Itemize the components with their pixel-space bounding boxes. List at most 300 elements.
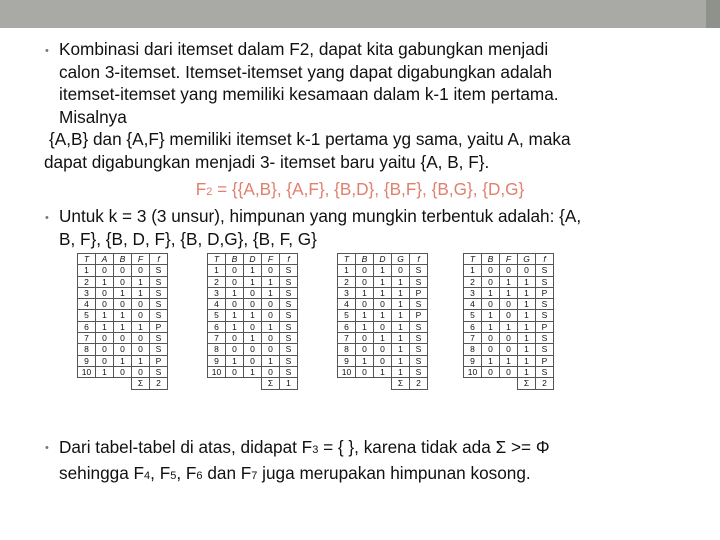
table-cell: 0 bbox=[482, 265, 500, 276]
table-cell: 0 bbox=[262, 299, 280, 310]
table-cell: S bbox=[536, 299, 554, 310]
table-empty-cell bbox=[96, 378, 114, 389]
table-empty-cell bbox=[226, 378, 244, 389]
table-header-cell: B bbox=[356, 254, 374, 265]
table-header-cell: f bbox=[280, 254, 298, 265]
table-header-cell: F bbox=[132, 254, 150, 265]
table-cell: 1 bbox=[96, 310, 114, 321]
table-header-row bbox=[338, 254, 428, 265]
table-row bbox=[464, 287, 554, 298]
table-cell: S bbox=[410, 321, 428, 332]
itemset-table-1 bbox=[77, 253, 168, 390]
subscript: 6 bbox=[196, 469, 203, 482]
table-cell: 0 bbox=[114, 366, 132, 377]
table-sum-row bbox=[78, 378, 168, 389]
table-cell: 0 bbox=[518, 265, 536, 276]
table-header-cell: A bbox=[96, 254, 114, 265]
table-cell: 1 bbox=[500, 321, 518, 332]
top-bar-accent bbox=[706, 0, 720, 28]
table-header-cell: G bbox=[518, 254, 536, 265]
sum-value-cell: 2 bbox=[150, 378, 168, 389]
table-cell: S bbox=[280, 265, 298, 276]
sum-value-cell: 2 bbox=[536, 378, 554, 389]
table-cell: 0 bbox=[500, 299, 518, 310]
table-cell: 1 bbox=[518, 287, 536, 298]
table-cell: 1 bbox=[132, 276, 150, 287]
table-cell: 0 bbox=[500, 344, 518, 355]
table-header-cell: F bbox=[262, 254, 280, 265]
table-header-cell: B bbox=[226, 254, 244, 265]
table-cell: 0 bbox=[132, 299, 150, 310]
table-cell: 1 bbox=[208, 265, 226, 276]
table-header-cell: T bbox=[208, 254, 226, 265]
table-cell: 0 bbox=[132, 265, 150, 276]
table-cell: 1 bbox=[392, 299, 410, 310]
sum-symbol-cell: Σ bbox=[262, 378, 280, 389]
table-cell: S bbox=[410, 355, 428, 366]
table-cell: 1 bbox=[114, 310, 132, 321]
table-cell: 1 bbox=[244, 333, 262, 344]
table-cell: 0 bbox=[114, 265, 132, 276]
table-row bbox=[208, 276, 298, 287]
table-cell: 1 bbox=[500, 287, 518, 298]
table-cell: 3 bbox=[208, 287, 226, 298]
table-cell: 1 bbox=[356, 355, 374, 366]
table-cell: 5 bbox=[464, 310, 482, 321]
table-empty-cell bbox=[464, 378, 482, 389]
table-cell: 1 bbox=[244, 366, 262, 377]
table-cell: S bbox=[280, 333, 298, 344]
table-header-cell: T bbox=[78, 254, 96, 265]
table-cell: 1 bbox=[96, 276, 114, 287]
table-cell: S bbox=[280, 276, 298, 287]
table-row bbox=[338, 265, 428, 276]
table-row bbox=[338, 344, 428, 355]
text-span: = { }, karena tidak ada Σ >= Φ bbox=[318, 437, 550, 457]
text-span: sehingga F bbox=[59, 462, 145, 483]
table-cell: 1 bbox=[482, 310, 500, 321]
text-span: , F bbox=[150, 462, 171, 483]
table-cell: S bbox=[536, 265, 554, 276]
table-cell: 1 bbox=[226, 310, 244, 321]
paragraph-conclusion bbox=[59, 436, 550, 487]
text-line: Untuk k = 3 (3 unsur), himpunan yang mungkin terbentuk adalah: {A, bbox=[59, 206, 582, 226]
table-cell: 1 bbox=[374, 287, 392, 298]
table-cell: 0 bbox=[132, 310, 150, 321]
text-line bbox=[59, 436, 550, 462]
table-cell: 0 bbox=[226, 366, 244, 377]
subscript: 3 bbox=[312, 444, 319, 456]
table-cell: 1 bbox=[518, 344, 536, 355]
table-cell: 1 bbox=[392, 287, 410, 298]
table-header-cell: f bbox=[410, 254, 428, 265]
table-cell: S bbox=[410, 344, 428, 355]
table-cell: 0 bbox=[244, 355, 262, 366]
table-cell: 1 bbox=[392, 321, 410, 332]
table-cell: 2 bbox=[208, 276, 226, 287]
table-cell: 1 bbox=[244, 310, 262, 321]
table-empty-cell bbox=[356, 378, 374, 389]
itemset-table-3 bbox=[337, 253, 428, 390]
text-span: dan F bbox=[202, 462, 252, 483]
table-row bbox=[464, 333, 554, 344]
table-cell: 9 bbox=[338, 355, 356, 366]
table-cell: 0 bbox=[356, 276, 374, 287]
text-span: Dari tabel-tabel di atas, didapat F bbox=[59, 437, 313, 457]
table-cell: 0 bbox=[374, 321, 392, 332]
table-cell: 1 bbox=[262, 355, 280, 366]
table-cell: 0 bbox=[96, 355, 114, 366]
subscript: 7 bbox=[251, 469, 258, 482]
table-row bbox=[464, 344, 554, 355]
table-row bbox=[78, 344, 168, 355]
table-cell: 8 bbox=[208, 344, 226, 355]
table-empty-cell bbox=[482, 378, 500, 389]
table-cell: S bbox=[410, 276, 428, 287]
table-cell: S bbox=[150, 366, 168, 377]
table-cell: 0 bbox=[226, 265, 244, 276]
table-row bbox=[78, 287, 168, 298]
table-row bbox=[338, 287, 428, 298]
table-sum-row bbox=[464, 378, 554, 389]
table-cell: 6 bbox=[338, 321, 356, 332]
table-cell: 5 bbox=[208, 310, 226, 321]
table-cell: 0 bbox=[374, 299, 392, 310]
table-cell: 6 bbox=[464, 321, 482, 332]
table-cell: 0 bbox=[482, 276, 500, 287]
table-row bbox=[464, 366, 554, 377]
table-cell: 0 bbox=[96, 333, 114, 344]
table-cell: 1 bbox=[356, 310, 374, 321]
table-cell: S bbox=[150, 287, 168, 298]
f2-set-line bbox=[0, 179, 720, 200]
table-cell: 8 bbox=[338, 344, 356, 355]
table-cell: 0 bbox=[244, 299, 262, 310]
table-cell: 4 bbox=[338, 299, 356, 310]
table-cell: 10 bbox=[464, 366, 482, 377]
table-cell: P bbox=[410, 310, 428, 321]
text-line: itemset-itemset yang memiliki kesamaan dalam k-1 item pertama. bbox=[59, 84, 559, 104]
table-cell: 9 bbox=[464, 355, 482, 366]
table-cell: S bbox=[410, 265, 428, 276]
table-row bbox=[78, 299, 168, 310]
table-cell: 4 bbox=[208, 299, 226, 310]
table-cell: 0 bbox=[226, 344, 244, 355]
table-empty-cell bbox=[500, 378, 518, 389]
table-row bbox=[338, 299, 428, 310]
table-cell: 7 bbox=[464, 333, 482, 344]
table-row bbox=[208, 355, 298, 366]
f2-subscript: 2 bbox=[206, 186, 213, 198]
table-cell: S bbox=[150, 276, 168, 287]
table-empty-cell bbox=[114, 378, 132, 389]
text-line: B, F}, {B, D, F}, {B, D,G}, {B, F, G} bbox=[59, 228, 317, 249]
table-row bbox=[338, 333, 428, 344]
table-cell: 1 bbox=[500, 276, 518, 287]
table-cell: P bbox=[150, 321, 168, 332]
bullet-marker: • bbox=[45, 442, 49, 454]
table-header-cell: B bbox=[482, 254, 500, 265]
table-header-cell: f bbox=[150, 254, 168, 265]
table-cell: 2 bbox=[338, 276, 356, 287]
table-cell: 0 bbox=[482, 366, 500, 377]
table-cell: 1 bbox=[392, 333, 410, 344]
table-sum-row bbox=[338, 378, 428, 389]
table-row bbox=[464, 355, 554, 366]
table-cell: 9 bbox=[78, 355, 96, 366]
table-cell: 1 bbox=[132, 321, 150, 332]
table-cell: 0 bbox=[226, 333, 244, 344]
table-cell: 1 bbox=[392, 310, 410, 321]
table-cell: S bbox=[280, 310, 298, 321]
table-cell: 0 bbox=[356, 344, 374, 355]
table-cell: 6 bbox=[208, 321, 226, 332]
table-cell: 5 bbox=[338, 310, 356, 321]
table-row bbox=[338, 276, 428, 287]
table-cell: 1 bbox=[464, 265, 482, 276]
table-row bbox=[78, 276, 168, 287]
table-cell: 0 bbox=[500, 366, 518, 377]
table-header-cell: F bbox=[500, 254, 518, 265]
table-cell: 4 bbox=[78, 299, 96, 310]
table-cell: 0 bbox=[244, 321, 262, 332]
table-row bbox=[338, 366, 428, 377]
table-row bbox=[464, 265, 554, 276]
table-cell: 0 bbox=[356, 366, 374, 377]
table-cell: 0 bbox=[114, 344, 132, 355]
table-cell: 1 bbox=[518, 310, 536, 321]
bullet-marker: • bbox=[45, 212, 49, 224]
table-cell: 0 bbox=[500, 333, 518, 344]
table-cell: 1 bbox=[374, 276, 392, 287]
table-cell: 1 bbox=[374, 333, 392, 344]
table-cell: 7 bbox=[338, 333, 356, 344]
table-cell: S bbox=[410, 299, 428, 310]
table-cell: 0 bbox=[500, 310, 518, 321]
table-cell: S bbox=[150, 310, 168, 321]
subscript: 4 bbox=[144, 469, 151, 482]
text-line: dapat digabungkan menjadi 3- itemset baru yaitu {A, B, F}. bbox=[44, 152, 490, 172]
table-cell: 1 bbox=[96, 366, 114, 377]
paragraph-k3-candidates bbox=[59, 205, 581, 250]
table-cell: 1 bbox=[114, 355, 132, 366]
table-cell: 1 bbox=[226, 355, 244, 366]
table-cell: 1 bbox=[482, 355, 500, 366]
table-header-row bbox=[208, 254, 298, 265]
table-cell: 3 bbox=[78, 287, 96, 298]
table-cell: 0 bbox=[114, 299, 132, 310]
table-row bbox=[208, 333, 298, 344]
table-row bbox=[78, 333, 168, 344]
table-header-cell: T bbox=[338, 254, 356, 265]
table-cell: 0 bbox=[226, 299, 244, 310]
table-cell: 1 bbox=[244, 276, 262, 287]
table-cell: 1 bbox=[374, 310, 392, 321]
table-cell: 0 bbox=[226, 276, 244, 287]
slide-top-bar bbox=[0, 0, 720, 28]
table-cell: 0 bbox=[262, 310, 280, 321]
table-cell: 0 bbox=[114, 333, 132, 344]
table-cell: 0 bbox=[132, 333, 150, 344]
table-cell: 1 bbox=[356, 287, 374, 298]
table-cell: 1 bbox=[114, 321, 132, 332]
table-empty-cell bbox=[338, 378, 356, 389]
table-cell: 1 bbox=[518, 299, 536, 310]
table-cell: 1 bbox=[518, 321, 536, 332]
table-cell: S bbox=[536, 366, 554, 377]
table-row bbox=[208, 299, 298, 310]
table-cell: 0 bbox=[96, 287, 114, 298]
table-header-row bbox=[78, 254, 168, 265]
table-cell: S bbox=[150, 265, 168, 276]
table-header-row bbox=[464, 254, 554, 265]
table-cell: S bbox=[280, 321, 298, 332]
table-cell: 1 bbox=[392, 276, 410, 287]
subscript: 5 bbox=[170, 469, 177, 482]
table-row bbox=[78, 355, 168, 366]
table-cell: 1 bbox=[356, 321, 374, 332]
table-cell: 1 bbox=[518, 366, 536, 377]
table-cell: P bbox=[150, 355, 168, 366]
table-cell: S bbox=[150, 333, 168, 344]
table-header-cell: B bbox=[114, 254, 132, 265]
table-cell: S bbox=[280, 355, 298, 366]
table-cell: 0 bbox=[482, 333, 500, 344]
table-cell: 10 bbox=[208, 366, 226, 377]
text-span: juga merupakan himpunan kosong. bbox=[257, 462, 531, 483]
sum-symbol-cell: Σ bbox=[132, 378, 150, 389]
table-cell: 1 bbox=[262, 276, 280, 287]
table-cell: 3 bbox=[464, 287, 482, 298]
table-cell: 4 bbox=[464, 299, 482, 310]
text-line: Misalnya bbox=[59, 106, 127, 127]
table-row bbox=[208, 344, 298, 355]
table-cell: 1 bbox=[374, 366, 392, 377]
table-header-cell: D bbox=[244, 254, 262, 265]
table-cell: 0 bbox=[392, 265, 410, 276]
table-cell: S bbox=[536, 333, 554, 344]
table-cell: 1 bbox=[338, 265, 356, 276]
paragraph-itemset-combination bbox=[59, 38, 559, 128]
sum-value-cell: 2 bbox=[410, 378, 428, 389]
text-line: Kombinasi dari itemset dalam F2, dapat kita gabungkan menjadi bbox=[59, 39, 549, 59]
table-cell: 8 bbox=[78, 344, 96, 355]
table-row bbox=[208, 366, 298, 377]
table-row bbox=[338, 321, 428, 332]
table-row bbox=[208, 310, 298, 321]
text-line bbox=[59, 462, 550, 488]
table-cell: 1 bbox=[482, 287, 500, 298]
table-cell: 7 bbox=[78, 333, 96, 344]
table-cell: 1 bbox=[78, 265, 96, 276]
table-cell: 1 bbox=[518, 276, 536, 287]
table-cell: 1 bbox=[226, 321, 244, 332]
table-row bbox=[464, 299, 554, 310]
table-cell: S bbox=[410, 333, 428, 344]
table-cell: 6 bbox=[78, 321, 96, 332]
table-empty-cell bbox=[78, 378, 96, 389]
table-cell: 0 bbox=[132, 344, 150, 355]
table-empty-cell bbox=[208, 378, 226, 389]
table-cell: 2 bbox=[464, 276, 482, 287]
table-cell: 1 bbox=[262, 287, 280, 298]
table-cell: 1 bbox=[374, 265, 392, 276]
sum-symbol-cell: Σ bbox=[518, 378, 536, 389]
table-header-cell: T bbox=[464, 254, 482, 265]
table-cell: 0 bbox=[356, 299, 374, 310]
table-cell: 1 bbox=[96, 321, 114, 332]
table-cell: 2 bbox=[78, 276, 96, 287]
text-line: {A,B} dan {A,F} memiliki itemset k-1 pertama yg sama, yaitu A, maka bbox=[49, 129, 571, 149]
table-cell: 1 bbox=[500, 355, 518, 366]
itemset-table-4 bbox=[463, 253, 554, 390]
table-cell: 0 bbox=[244, 287, 262, 298]
table-cell: 1 bbox=[132, 287, 150, 298]
f2-set: = {{A,B}, {A,F}, {B,D}, {B,F}, {B,G}, {D,G} bbox=[212, 179, 525, 199]
table-row bbox=[464, 321, 554, 332]
table-cell: 0 bbox=[96, 344, 114, 355]
table-cell: 0 bbox=[244, 344, 262, 355]
table-cell: 1 bbox=[482, 321, 500, 332]
table-cell: 3 bbox=[338, 287, 356, 298]
table-header-cell: G bbox=[392, 254, 410, 265]
table-cell: 0 bbox=[482, 299, 500, 310]
bullet-marker: • bbox=[45, 45, 49, 57]
table-row bbox=[338, 355, 428, 366]
table-row bbox=[208, 321, 298, 332]
table-row bbox=[338, 310, 428, 321]
table-cell: P bbox=[410, 287, 428, 298]
table-cell: 0 bbox=[262, 366, 280, 377]
table-cell: 0 bbox=[482, 344, 500, 355]
table-header-cell: D bbox=[374, 254, 392, 265]
table-cell: P bbox=[536, 355, 554, 366]
table-cell: 0 bbox=[262, 265, 280, 276]
table-row bbox=[464, 310, 554, 321]
table-cell: 8 bbox=[464, 344, 482, 355]
table-cell: 1 bbox=[226, 287, 244, 298]
table-cell: 1 bbox=[518, 355, 536, 366]
table-cell: 0 bbox=[114, 276, 132, 287]
table-cell: 1 bbox=[244, 265, 262, 276]
itemset-table-2 bbox=[207, 253, 298, 390]
table-cell: 1 bbox=[392, 366, 410, 377]
table-cell: S bbox=[280, 366, 298, 377]
table-cell: 0 bbox=[374, 344, 392, 355]
table-cell: 5 bbox=[78, 310, 96, 321]
table-cell: 7 bbox=[208, 333, 226, 344]
table-cell: 10 bbox=[338, 366, 356, 377]
table-cell: S bbox=[410, 366, 428, 377]
table-cell: 1 bbox=[392, 344, 410, 355]
table-cell: S bbox=[280, 299, 298, 310]
table-cell: 0 bbox=[96, 265, 114, 276]
table-row bbox=[464, 276, 554, 287]
table-cell: 10 bbox=[78, 366, 96, 377]
table-cell: P bbox=[536, 287, 554, 298]
sum-value-cell: 1 bbox=[280, 378, 298, 389]
table-cell: S bbox=[280, 344, 298, 355]
table-header-cell: f bbox=[536, 254, 554, 265]
table-cell: S bbox=[280, 287, 298, 298]
sum-symbol-cell: Σ bbox=[392, 378, 410, 389]
table-row bbox=[208, 287, 298, 298]
table-sum-row bbox=[208, 378, 298, 389]
table-cell: 9 bbox=[208, 355, 226, 366]
table-cell: 1 bbox=[262, 321, 280, 332]
table-cell: 1 bbox=[114, 287, 132, 298]
table-cell: 0 bbox=[132, 366, 150, 377]
